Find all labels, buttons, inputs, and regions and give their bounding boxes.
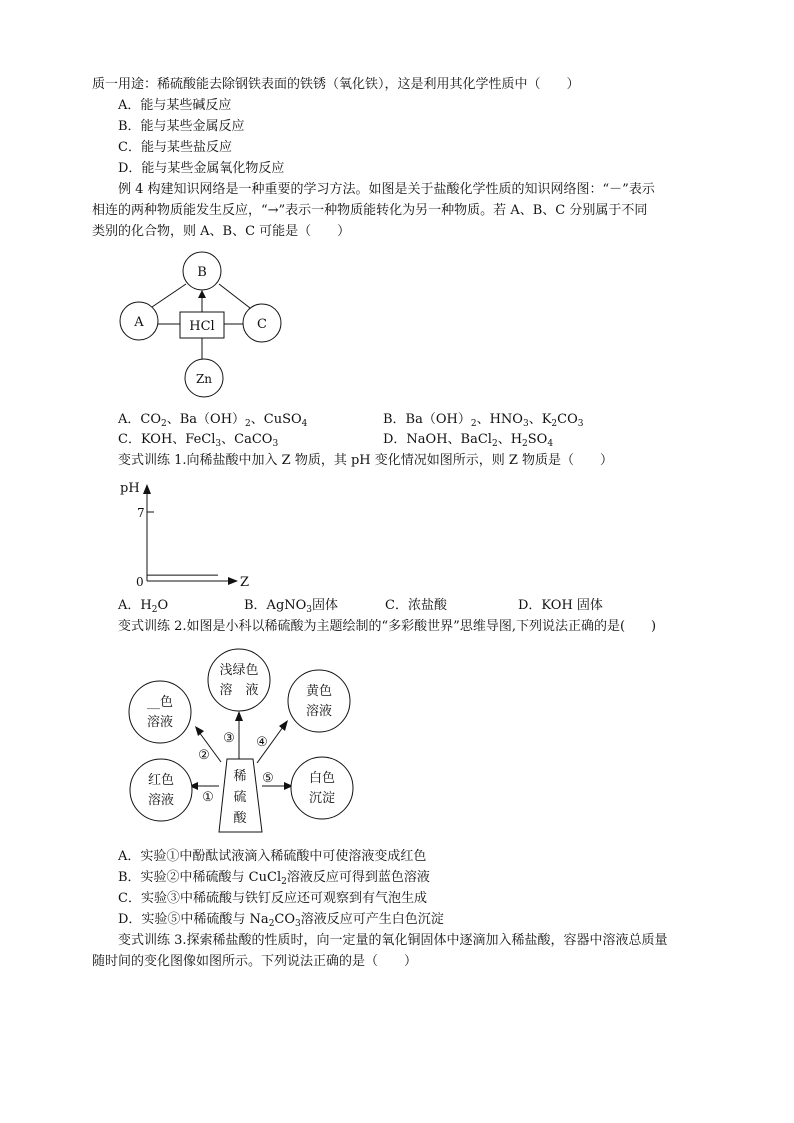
center-char-3: 酸 bbox=[233, 811, 247, 826]
circled-2: ② bbox=[198, 748, 210, 763]
circled-3: ③ bbox=[223, 731, 235, 746]
origin-label: 0 bbox=[136, 575, 144, 589]
ex4-option-b: B．$Ba(OH)_2$、$HNO_3$、$K_2CO_3$ bbox=[383, 412, 584, 429]
t3-line2: 随时间的变化图像如图所示。下列说法正确的是（ ） bbox=[92, 954, 418, 969]
x-axis-label: Z bbox=[240, 575, 250, 590]
lightgreen-line1: 浅绿色 bbox=[219, 663, 259, 678]
arrow-3-head bbox=[235, 711, 243, 721]
circled-1: ① bbox=[202, 790, 214, 805]
circled-4: ④ bbox=[256, 735, 268, 750]
q3-option-d: D．能与某些金属氧化物反应 bbox=[118, 161, 285, 176]
q3-option-b: B．能与某些金属反应 bbox=[118, 119, 245, 134]
red-line2: 溶液 bbox=[147, 793, 175, 808]
q3-stem: 质一用途：稀硫酸能去除钢铁表面的铁锈（氧化铁），这是利用其化学性质中（ ） bbox=[92, 77, 580, 92]
yellow-line2: 溶液 bbox=[305, 704, 333, 719]
white-line2: 沉淀 bbox=[308, 791, 336, 806]
yellow-line1: 黄色 bbox=[305, 684, 333, 699]
node-yellow-solution bbox=[288, 670, 350, 732]
label-hcl: HCl bbox=[189, 319, 215, 334]
t1-option-a: A．$H_2O$ bbox=[118, 598, 169, 615]
t2-stem: 变式训练 2.如图是小科以稀硫酸为主题绘制的“多彩酸世界”思维导图,下列说法正确的是( ) bbox=[118, 619, 657, 634]
t2-option-d: D．实验⑤中稀硫酸与 $Na_2CO_3$溶液反应可产生白色沉淀 bbox=[118, 912, 444, 929]
center-char-2: 硫 bbox=[233, 790, 247, 805]
label-zn: Zn bbox=[195, 372, 213, 386]
center-char-1: 稀 bbox=[233, 769, 247, 784]
ex4-option-a: A．$CO_2$、$Ba(OH)_2$、CuSO$_4$ bbox=[118, 412, 308, 429]
ex4-option-c: C．KOH、FeCl$_3$、CaCO$_3$ bbox=[118, 432, 279, 449]
t1-option-d: D．KOH 固体 bbox=[518, 598, 603, 613]
blank-line2: 溶液 bbox=[146, 715, 174, 730]
label-b: B bbox=[197, 265, 207, 280]
circled-5: ⑤ bbox=[262, 771, 274, 786]
node-red-solution bbox=[130, 759, 192, 821]
ex4-line2: 相连的两种物质能发生反应，“→”表示一种物质能转化为另一种物质。若 A、B、C 分别属于不同 bbox=[92, 203, 648, 218]
arrow-4-head bbox=[279, 720, 288, 731]
t1-stem: 变式训练 1.向稀盐酸中加入 Z 物质，其 pH 变化情况如图所示，则 Z 物质是（ ） bbox=[118, 453, 614, 468]
ex4-line3: 类别的化合物，则 A、B、C 可能是（ ） bbox=[92, 224, 351, 239]
q3-option-a: A．能与某些碱反应 bbox=[118, 98, 232, 113]
red-line1: 红色 bbox=[147, 773, 175, 788]
tick-label-7: 7 bbox=[137, 506, 145, 520]
arrow-2-head bbox=[195, 726, 204, 736]
node-blank-solution bbox=[129, 681, 191, 743]
y-axis-label: pH bbox=[120, 481, 140, 496]
t2-option-a: A．实验①中酚酞试液滴入稀硫酸中可使溶液变成红色 bbox=[118, 849, 427, 864]
t1-option-b: B．AgNO$_3$固体 bbox=[244, 598, 339, 615]
node-lightgreen-solution bbox=[208, 649, 270, 711]
label-a: A bbox=[134, 315, 144, 330]
t2-option-c: C．实验③中稀硫酸与铁钉反应还可观察到有气泡生成 bbox=[118, 891, 427, 906]
t1-option-c: C．浓盐酸 bbox=[385, 598, 447, 613]
node-white-precipitate bbox=[291, 757, 353, 819]
ex4-option-d: D．NaOH、BaCl$_2$、$H_2SO_4$ bbox=[383, 432, 554, 449]
lightgreen-line2: 溶 液 bbox=[219, 683, 259, 698]
white-line1: 白色 bbox=[308, 771, 336, 786]
t3-line1: 变式训练 3.探索稀盐酸的性质时，向一定量的氧化铜固体中逐滴加入稀盐酸，容器中溶液总质量 bbox=[118, 933, 668, 948]
label-c: C bbox=[257, 317, 267, 332]
ex4-line1: 例 4 构建知识网络是一种重要的学习方法。如图是关于盐酸化学性质的知识网络图：“－”表示 bbox=[118, 182, 655, 197]
blank-line1: __色 bbox=[146, 695, 174, 710]
q3-option-c: C．能与某些盐反应 bbox=[118, 140, 232, 155]
t2-option-b: B．实验②中稀硫酸与 CuCl$_2$溶液反应可得到蓝色溶液 bbox=[118, 870, 430, 887]
